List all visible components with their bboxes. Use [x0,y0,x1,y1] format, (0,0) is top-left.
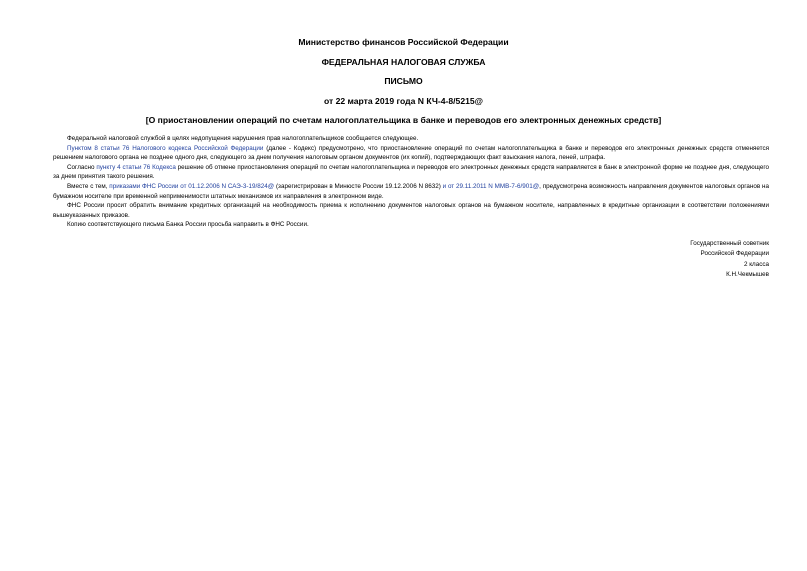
fns-order-2006-link[interactable]: приказами ФНС России от 01.12.2006 N САЭ-3-19/824@ [109,182,275,190]
paragraph-4-lead: Вместе с тем, [67,182,110,190]
signatory-rank-line-3: 2 класса [743,260,769,268]
date-number-heading: от 22 марта 2019 года N КЧ-4-8/5215@ [323,96,484,106]
paragraph-5-text: ФНС России просит обратить внимание кредитных организаций на необходимость приема к исполнению документов налоговых органов на бумажном носителе, направленных в кредитные организации в соответствии положениями вышеуказанных приказов. [53,202,769,219]
paragraph-4-text: , предусмотрена возможность направления документов налоговых органов на бумажном носителе при временной неприменимости штатных механизмов их направления в электронном виде. [53,182,769,200]
paragraph-6-text: Копию соответствующего письма Банка России просьба направить в ФНС России. [67,221,309,229]
paragraph-1 [53,134,769,144]
tax-code-article-76-p8-link[interactable]: Пунктом 8 статьи 76 Налогового кодекса Российской Федерации [67,144,264,152]
signatory-rank-line-2: Российской Федерации [700,250,769,258]
paragraph-6 [53,220,769,230]
paragraph-2-text: (далее - Кодекс) предусмотрено, что приостановление операций по счетам налогоплательщика в банке и переводов его электронных денежных средств отменяется решением налогового органа не позднее одного дня, следующего за днем получения налоговым органом документов (их копий), подтверждающих факт взыскания налога, пеней, штрафа. [53,144,769,162]
paragraph-2 [53,144,769,163]
paragraph-1-text: Федеральной налоговой службой в целях недопущения нарушения прав налогоплательщиков сообщается следующее. [67,135,419,142]
tax-code-article-76-p4-link[interactable]: пункту 4 статьи 76 Кодекса [96,163,176,171]
subject-heading: [О приостановлении операций по счетам налогоплательщика в банке и переводов его электронных денежных средств] [145,115,662,125]
signature-block [690,239,769,281]
paragraph-3-lead: Согласно [67,163,97,171]
paragraph-4-middle: (зарегистрирован в Минюсте России 19.12.2006 N 8632) [274,182,443,190]
service-heading: ФЕДЕРАЛЬНАЯ НАЛОГОВАЯ СЛУЖБА [321,57,486,67]
signatory-rank-line-1: Государственный советник [690,240,769,247]
paragraph-4 [53,182,769,201]
fns-order-2011-link[interactable]: и от 29.11.2011 N ММВ-7-6/901@ [442,182,540,190]
paragraph-5 [53,201,769,220]
ministry-heading: Министерство финансов Российской Федерации [298,37,509,47]
signatory-name: К.Н.Чекмышев [726,271,769,279]
paragraph-3-text: решение об отмене приостановления операций по счетам налогоплательщика и переводов его электронных денежных средств направляется в банк в электронной форме не позднее дня, следующего за днем принятия такого решения. [53,163,769,181]
document-type-heading: ПИСЬМО [384,76,423,86]
letter-body [53,134,769,230]
paragraph-3 [53,163,769,182]
